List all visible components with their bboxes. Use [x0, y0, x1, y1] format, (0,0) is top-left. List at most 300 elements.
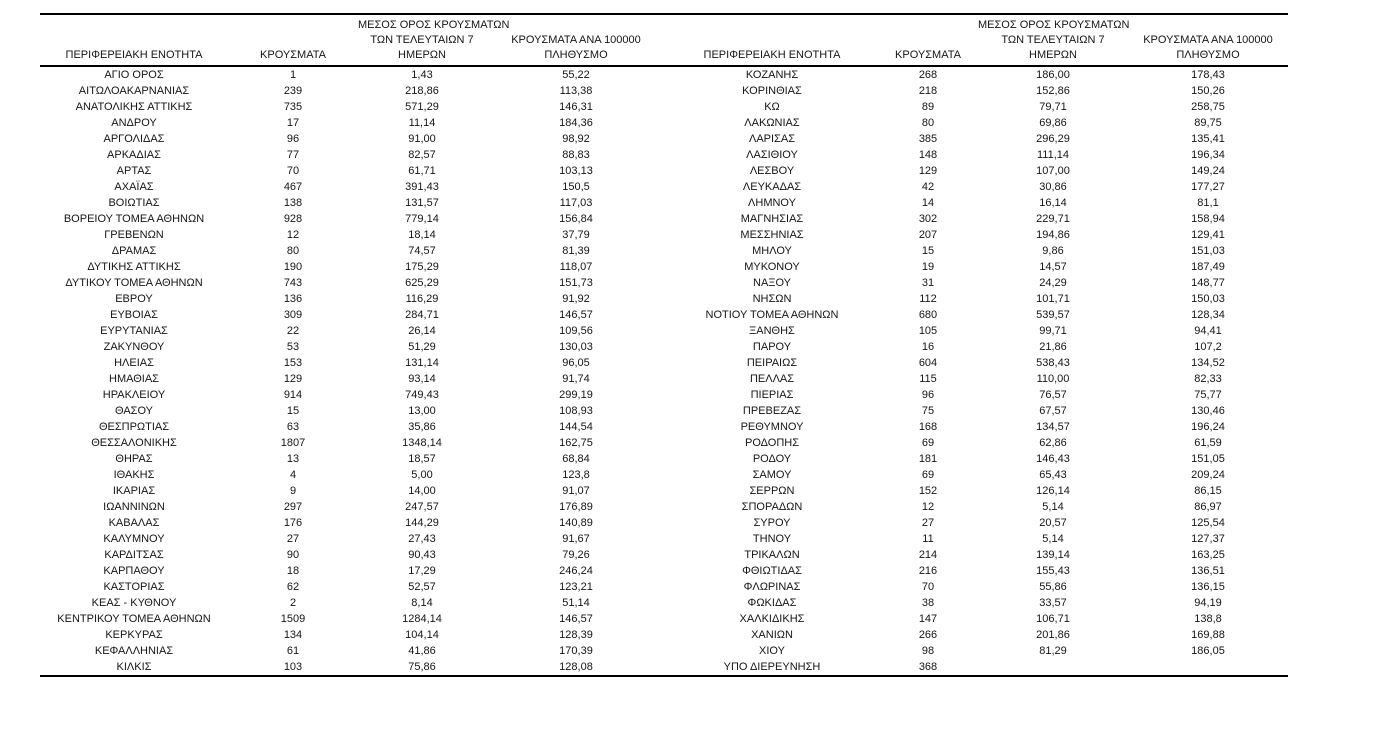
value-cell: 146,57: [559, 613, 593, 625]
table-row: [40, 147, 1288, 163]
region-cell: ΣΑΜΟΥ: [752, 469, 792, 481]
column-header-cases-left: [228, 14, 358, 66]
value-cell: 126,14: [1036, 485, 1070, 497]
value-cell: 134: [283, 629, 303, 641]
column-header-per100k-right: [1128, 14, 1288, 66]
region-cell: ΜΕΣΣΗΝΙΑΣ: [740, 229, 804, 241]
value-cell: 91,67: [562, 533, 590, 545]
table-row: [40, 307, 1288, 323]
value-cell: 385: [918, 133, 938, 145]
region-cell: ΣΠΟΡΑΔΩΝ: [741, 501, 803, 513]
value-cell: 1348,14: [402, 437, 442, 449]
region-cell: ΑΧΑΪΑΣ: [114, 181, 154, 193]
region-cell: ΛΑΡΙΣΑΣ: [748, 133, 795, 145]
region-cell: ΗΜΑΘΙΑΣ: [109, 373, 159, 385]
value-cell: 18: [286, 565, 300, 577]
region-cell: ΑΝΑΤΟΛΙΚΗΣ ΑΤΤΙΚΗΣ: [75, 101, 193, 113]
value-cell: 135,41: [1191, 133, 1225, 145]
value-cell: 538,43: [1036, 357, 1070, 369]
region-cell: ΣΕΡΡΩΝ: [749, 485, 795, 497]
value-cell: 61,71: [408, 165, 436, 177]
value-cell: 26,14: [408, 325, 436, 337]
value-cell: 146,31: [559, 101, 593, 113]
value-cell: 107,00: [1036, 165, 1070, 177]
value-cell: 123,21: [559, 581, 593, 593]
table-row: [40, 515, 1288, 531]
value-cell: 27,43: [408, 533, 436, 545]
table-row: [40, 643, 1288, 659]
region-cell: ΔΡΑΜΑΣ: [111, 245, 157, 257]
region-cell: ΚΑΛΥΜΝΟΥ: [103, 533, 165, 545]
value-cell: 117,03: [559, 197, 593, 209]
table-row: [40, 66, 1288, 83]
region-cell: ΔΥΤΙΚΟΥ ΤΟΜΕΑ ΑΘΗΝΩΝ: [65, 277, 203, 289]
region-cell: ΧΙΟΥ: [759, 645, 785, 657]
table-row: [40, 243, 1288, 259]
value-cell: 20,57: [1039, 517, 1067, 529]
value-cell: 80: [286, 245, 300, 257]
value-cell: 69,86: [1039, 117, 1067, 129]
value-cell: 5,14: [1042, 501, 1064, 513]
region-cell: ΥΠΟ ΔΙΕΡΕΥΝΗΣΗ: [723, 661, 821, 673]
region-cell: ΠΕΙΡΑΙΩΣ: [746, 357, 798, 369]
region-cell: ΓΡΕΒΕΝΩΝ: [104, 229, 164, 241]
value-cell: 103: [283, 661, 303, 673]
value-cell: 51,14: [562, 597, 590, 609]
table-row: [40, 179, 1288, 195]
value-cell: 129,41: [1191, 229, 1225, 241]
cases-table-wrap: [40, 13, 1288, 677]
value-cell: 218,86: [405, 85, 439, 97]
value-cell: 170,39: [559, 645, 593, 657]
value-cell: 99,71: [1039, 325, 1067, 337]
region-cell: ΕΒΡΟΥ: [115, 293, 153, 305]
region-cell: ΡΕΘΥΜΝΟΥ: [740, 421, 804, 433]
value-cell: 130,46: [1191, 405, 1225, 417]
value-cell: 4: [289, 469, 297, 481]
region-cell: ΗΛΕΙΑΣ: [114, 357, 154, 369]
value-cell: 61: [286, 645, 300, 657]
value-cell: 21,86: [1039, 341, 1067, 353]
table-row: [40, 99, 1288, 115]
region-cell: ΚΑΡΠΑΘΟΥ: [103, 565, 165, 577]
value-cell: 17: [286, 117, 300, 129]
region-cell: ΒΟΡΕΙΟΥ ΤΟΜΕΑ ΑΘΗΝΩΝ: [63, 213, 205, 225]
region-cell: ΛΑΚΩΝΙΑΣ: [744, 117, 800, 129]
value-cell: 107,2: [1194, 341, 1222, 353]
table-row: [40, 403, 1288, 419]
value-cell: 147: [918, 613, 938, 625]
value-cell: 1284,14: [402, 613, 442, 625]
value-cell: 216: [918, 565, 938, 577]
value-cell: 151,73: [559, 277, 593, 289]
region-cell: ΚΙΛΚΙΣ: [116, 661, 152, 673]
region-cell: ΙΘΑΚΗΣ: [113, 469, 155, 481]
region-cell: ΘΕΣΣΑΛΟΝΙΚΗΣ: [91, 437, 177, 449]
cases-table: [40, 13, 1288, 677]
value-cell: 12: [286, 229, 300, 241]
value-cell: 76,57: [1039, 389, 1067, 401]
table-row: [40, 259, 1288, 275]
table-row: [40, 291, 1288, 307]
value-cell: 69: [921, 469, 935, 481]
value-cell: 67,57: [1039, 405, 1067, 417]
value-cell: 93,14: [408, 373, 436, 385]
value-cell: 190: [283, 261, 303, 273]
value-cell: 96,05: [562, 357, 590, 369]
value-cell: 391,43: [405, 181, 439, 193]
value-cell: 27: [921, 517, 935, 529]
value-cell: 110,00: [1036, 373, 1070, 385]
value-cell: 152: [918, 485, 938, 497]
table-row: [40, 371, 1288, 387]
value-cell: 194,86: [1036, 229, 1070, 241]
region-cell: ΠΑΡΟΥ: [752, 341, 792, 353]
region-cell: ΑΡΚΑΔΙΑΣ: [107, 149, 161, 161]
value-cell: 96: [921, 389, 935, 401]
value-cell: 81,1: [1197, 197, 1219, 209]
value-cell: 146,57: [559, 309, 593, 321]
value-cell: 81,29: [1039, 645, 1067, 657]
value-cell: 13,00: [408, 405, 436, 417]
region-cell: ΕΥΡΥΤΑΝΙΑΣ: [100, 325, 168, 337]
region-cell: ΙΚΑΡΙΑΣ: [112, 485, 156, 497]
value-cell: 89: [921, 101, 935, 113]
value-cell: 309: [283, 309, 303, 321]
value-cell: 735: [283, 101, 303, 113]
value-cell: 146,43: [1036, 453, 1070, 465]
header-row: [40, 14, 1288, 66]
value-cell: 149,24: [1191, 165, 1225, 177]
value-cell: 24,29: [1039, 277, 1067, 289]
region-cell: ΠΙΕΡΙΑΣ: [750, 389, 794, 401]
value-cell: 175,29: [405, 261, 439, 273]
value-cell: 680: [918, 309, 938, 321]
value-cell: 104,14: [405, 629, 439, 641]
table-row: [40, 435, 1288, 451]
value-cell: 12: [921, 501, 935, 513]
column-header-avg7-right: [978, 14, 1128, 66]
value-cell: 14,57: [1039, 261, 1067, 273]
table-row: [40, 499, 1288, 515]
value-cell: 214: [918, 549, 938, 561]
value-cell: 11,14: [408, 117, 436, 129]
value-cell: 176: [283, 517, 303, 529]
table-body: [40, 66, 1288, 676]
value-cell: 108,93: [559, 405, 593, 417]
region-cell: ΑΙΤΩΛΟΑΚΑΡΝΑΝΙΑΣ: [78, 85, 190, 97]
value-cell: 74,57: [408, 245, 436, 257]
value-cell: 187,49: [1191, 261, 1225, 273]
value-cell: 68,84: [562, 453, 590, 465]
table-row: [40, 339, 1288, 355]
column-header-avg7-left: [358, 14, 510, 66]
value-cell: 125,54: [1191, 517, 1225, 529]
header-label: ΚΡΟΥΣΜΑΤΑ: [260, 49, 326, 61]
region-cell: ΕΥΒΟΙΑΣ: [110, 309, 158, 321]
value-cell: 201,86: [1036, 629, 1070, 641]
value-cell: 5,00: [411, 469, 433, 481]
header-label: ΜΕΣΟΣ ΟΡΟΣ ΚΡΟΥΣΜΑΤΩΝ: [978, 19, 1130, 31]
table-row: [40, 355, 1288, 371]
value-cell: 162,75: [559, 437, 593, 449]
value-cell: 42: [921, 181, 935, 193]
value-cell: 539,57: [1036, 309, 1070, 321]
value-cell: 70: [921, 581, 935, 593]
value-cell: 152,86: [1036, 85, 1070, 97]
value-cell: 55,86: [1039, 581, 1067, 593]
value-cell: 571,29: [405, 101, 439, 113]
region-cell: ΚΑΡΔΙΤΣΑΣ: [104, 549, 164, 561]
table-row: [40, 659, 1288, 676]
region-cell: ΚΑΣΤΟΡΙΑΣ: [103, 581, 165, 593]
value-cell: 103,13: [559, 165, 593, 177]
value-cell: 11: [922, 533, 934, 545]
value-cell: 246,24: [559, 565, 593, 577]
table-row: [40, 611, 1288, 627]
table-row: [40, 387, 1288, 403]
value-cell: 140,89: [559, 517, 593, 529]
value-cell: 19: [921, 261, 935, 273]
value-cell: 625,29: [405, 277, 439, 289]
value-cell: 302: [918, 213, 938, 225]
value-cell: 131,14: [405, 357, 439, 369]
value-cell: 156,84: [559, 213, 593, 225]
value-cell: 158,94: [1191, 213, 1225, 225]
region-cell: ΡΟΔΟΠΗΣ: [744, 437, 800, 449]
value-cell: [1128, 659, 1288, 676]
region-cell: ΚΕΡΚΥΡΑΣ: [105, 629, 163, 641]
value-cell: 82,33: [1194, 373, 1222, 385]
value-cell: [978, 659, 1128, 676]
value-cell: 9: [289, 485, 297, 497]
value-cell: 136,51: [1191, 565, 1225, 577]
value-cell: 184,36: [559, 117, 593, 129]
header-label: ΗΜΕΡΩΝ: [398, 49, 446, 61]
value-cell: 136,15: [1191, 581, 1225, 593]
region-cell: ΔΥΤΙΚΗΣ ΑΤΤΙΚΗΣ: [87, 261, 181, 273]
value-cell: 144,29: [405, 517, 439, 529]
value-cell: 9,86: [1042, 245, 1064, 257]
region-cell: ΛΕΣΒΟΥ: [749, 165, 795, 177]
region-cell: ΗΡΑΚΛΕΙΟΥ: [102, 389, 166, 401]
value-cell: 90: [286, 549, 300, 561]
value-cell: 53: [286, 341, 300, 353]
value-cell: 13: [286, 453, 300, 465]
value-cell: 94,19: [1194, 597, 1222, 609]
value-cell: 467: [283, 181, 303, 193]
region-cell: ΝΑΞΟΥ: [753, 277, 791, 289]
value-cell: 75: [921, 405, 935, 417]
table-row: [40, 195, 1288, 211]
region-cell: ΤΗΝΟΥ: [752, 533, 792, 545]
value-cell: 62: [286, 581, 300, 593]
value-cell: 88,83: [562, 149, 590, 161]
value-cell: 38: [921, 597, 935, 609]
region-cell: ΠΕΛΛΑΣ: [749, 373, 795, 385]
value-cell: 196,24: [1191, 421, 1225, 433]
value-cell: 258,75: [1191, 101, 1225, 113]
region-cell: ΜΑΓΝΗΣΙΑΣ: [740, 213, 804, 225]
value-cell: 8,14: [411, 597, 433, 609]
value-cell: 30,86: [1039, 181, 1067, 193]
value-cell: 91,74: [562, 373, 590, 385]
header-label: ΤΩΝ ΤΕΛΕΥΤΑΙΩΝ 7: [370, 34, 474, 46]
region-cell: ΘΕΣΠΡΩΤΙΑΣ: [98, 421, 170, 433]
value-cell: 266: [918, 629, 938, 641]
value-cell: 153: [283, 357, 303, 369]
table-row: [40, 131, 1288, 147]
region-cell: ΧΑΛΚΙΔΙΚΗΣ: [739, 613, 805, 625]
region-cell: ΛΗΜΝΟΥ: [748, 197, 796, 209]
value-cell: 33,57: [1039, 597, 1067, 609]
region-cell: ΦΩΚΙΔΑΣ: [747, 597, 797, 609]
table-row: [40, 563, 1288, 579]
region-cell: ΡΟΔΟΥ: [752, 453, 792, 465]
value-cell: 749,43: [405, 389, 439, 401]
value-cell: 138,8: [1194, 613, 1222, 625]
value-cell: 177,27: [1191, 181, 1225, 193]
region-cell: ΛΑΣΙΘΙΟΥ: [746, 149, 798, 161]
value-cell: 96: [286, 133, 300, 145]
value-cell: 150,03: [1191, 293, 1225, 305]
value-cell: 79,26: [562, 549, 590, 561]
value-cell: 90,43: [408, 549, 436, 561]
region-cell: ΦΛΩΡΙΝΑΣ: [743, 581, 801, 593]
value-cell: 144,54: [559, 421, 593, 433]
value-cell: 779,14: [405, 213, 439, 225]
region-cell: ΘΑΣΟΥ: [114, 405, 154, 417]
value-cell: 150,5: [562, 181, 590, 193]
value-cell: 928: [283, 213, 303, 225]
value-cell: 109,56: [559, 325, 593, 337]
header-label: ΚΡΟΥΣΜΑΤΑ: [895, 49, 961, 61]
value-cell: 2: [289, 597, 297, 609]
table-row: [40, 579, 1288, 595]
value-cell: 127,37: [1191, 533, 1225, 545]
value-cell: 123,8: [562, 469, 590, 481]
value-cell: 94,41: [1194, 325, 1222, 337]
header-label: ΠΕΡΙΦΕΡΕΙΑΚΗ ΕΝΟΤΗΤΑ: [65, 49, 203, 61]
value-cell: 196,34: [1191, 149, 1225, 161]
value-cell: 31: [921, 277, 935, 289]
region-cell: ΘΗΡΑΣ: [115, 453, 153, 465]
value-cell: 128,39: [559, 629, 593, 641]
table-row: [40, 531, 1288, 547]
value-cell: 82,57: [408, 149, 436, 161]
table-row: [40, 595, 1288, 611]
value-cell: 914: [283, 389, 303, 401]
value-cell: 134,52: [1191, 357, 1225, 369]
table-row: [40, 451, 1288, 467]
value-cell: 15: [921, 245, 935, 257]
header-label: ΗΜΕΡΩΝ: [1029, 49, 1077, 61]
header-label: ΤΩΝ ΤΕΛΕΥΤΑΙΩΝ 7: [1001, 34, 1105, 46]
value-cell: 239: [283, 85, 303, 97]
table-row: [40, 115, 1288, 131]
region-cell: ΚΟΡΙΝΘΙΑΣ: [742, 85, 802, 97]
region-cell: ΜΥΚΟΝΟΥ: [744, 261, 800, 273]
header-label: ΚΡΟΥΣΜΑΤΑ ΑΝΑ 100000: [511, 34, 641, 46]
table-row: [40, 467, 1288, 483]
value-cell: 743: [283, 277, 303, 289]
region-cell: ΚΑΒΑΛΑΣ: [108, 517, 160, 529]
region-cell: ΦΘΙΩΤΙΔΑΣ: [742, 565, 802, 577]
region-cell: ΒΟΙΩΤΙΑΣ: [108, 197, 160, 209]
value-cell: 115: [919, 373, 937, 385]
header-label: ΜΕΣΟΣ ΟΡΟΣ ΚΡΟΥΣΜΑΤΩΝ: [358, 19, 510, 31]
header-label: ΚΡΟΥΣΜΑΤΑ ΑΝΑ 100000: [1143, 34, 1273, 46]
value-cell: 186,00: [1036, 69, 1070, 81]
value-cell: 138: [283, 197, 303, 209]
value-cell: 91,07: [562, 485, 590, 497]
value-cell: 136: [283, 293, 303, 305]
value-cell: 181: [918, 453, 938, 465]
value-cell: 27: [286, 533, 300, 545]
value-cell: 35,86: [408, 421, 436, 433]
value-cell: 63: [286, 421, 300, 433]
value-cell: 17,29: [408, 565, 436, 577]
value-cell: 299,19: [559, 389, 593, 401]
value-cell: 129: [283, 373, 303, 385]
table-row: [40, 323, 1288, 339]
region-cell: ΚΕΝΤΡΙΚΟΥ ΤΟΜΕΑ ΑΘΗΝΩΝ: [57, 613, 211, 625]
value-cell: 116,29: [405, 293, 439, 305]
column-header-region-right: [666, 14, 878, 66]
value-cell: 131,57: [405, 197, 439, 209]
region-cell: ΚΟΖΑΝΗΣ: [745, 69, 799, 81]
value-cell: 368: [918, 661, 938, 673]
value-cell: 51,29: [408, 341, 436, 353]
value-cell: 218: [918, 85, 938, 97]
region-cell: ΖΑΚΥΝΘΟΥ: [103, 341, 165, 353]
value-cell: 1509: [280, 613, 306, 625]
value-cell: 69: [921, 437, 935, 449]
table-row: [40, 483, 1288, 499]
value-cell: 128,34: [1191, 309, 1225, 321]
value-cell: 65,43: [1039, 469, 1067, 481]
value-cell: 134,57: [1036, 421, 1070, 433]
value-cell: 77: [286, 149, 300, 161]
value-cell: 106,71: [1036, 613, 1070, 625]
value-cell: 18,14: [408, 229, 436, 241]
value-cell: 1807: [280, 437, 306, 449]
value-cell: 168: [918, 421, 938, 433]
value-cell: 297: [283, 501, 303, 513]
value-cell: 284,71: [405, 309, 439, 321]
value-cell: 70: [286, 165, 300, 177]
value-cell: 1: [289, 69, 297, 81]
value-cell: 148,77: [1191, 277, 1225, 289]
value-cell: 37,79: [562, 229, 590, 241]
table-row: [40, 83, 1288, 99]
table-row: [40, 547, 1288, 563]
value-cell: 163,25: [1191, 549, 1225, 561]
value-cell: 14: [921, 197, 935, 209]
value-cell: 61,59: [1194, 437, 1222, 449]
value-cell: 247,57: [405, 501, 439, 513]
table-row: [40, 211, 1288, 227]
value-cell: 98,92: [562, 133, 590, 145]
column-header-per100k-left: [486, 14, 666, 66]
table-row: [40, 419, 1288, 435]
value-cell: 150,26: [1191, 85, 1225, 97]
region-cell: ΑΝΔΡΟΥ: [111, 117, 157, 129]
table-row: [40, 227, 1288, 243]
value-cell: 148: [918, 149, 938, 161]
region-cell: ΧΑΝΙΩΝ: [751, 629, 793, 641]
value-cell: 118,07: [559, 261, 593, 273]
